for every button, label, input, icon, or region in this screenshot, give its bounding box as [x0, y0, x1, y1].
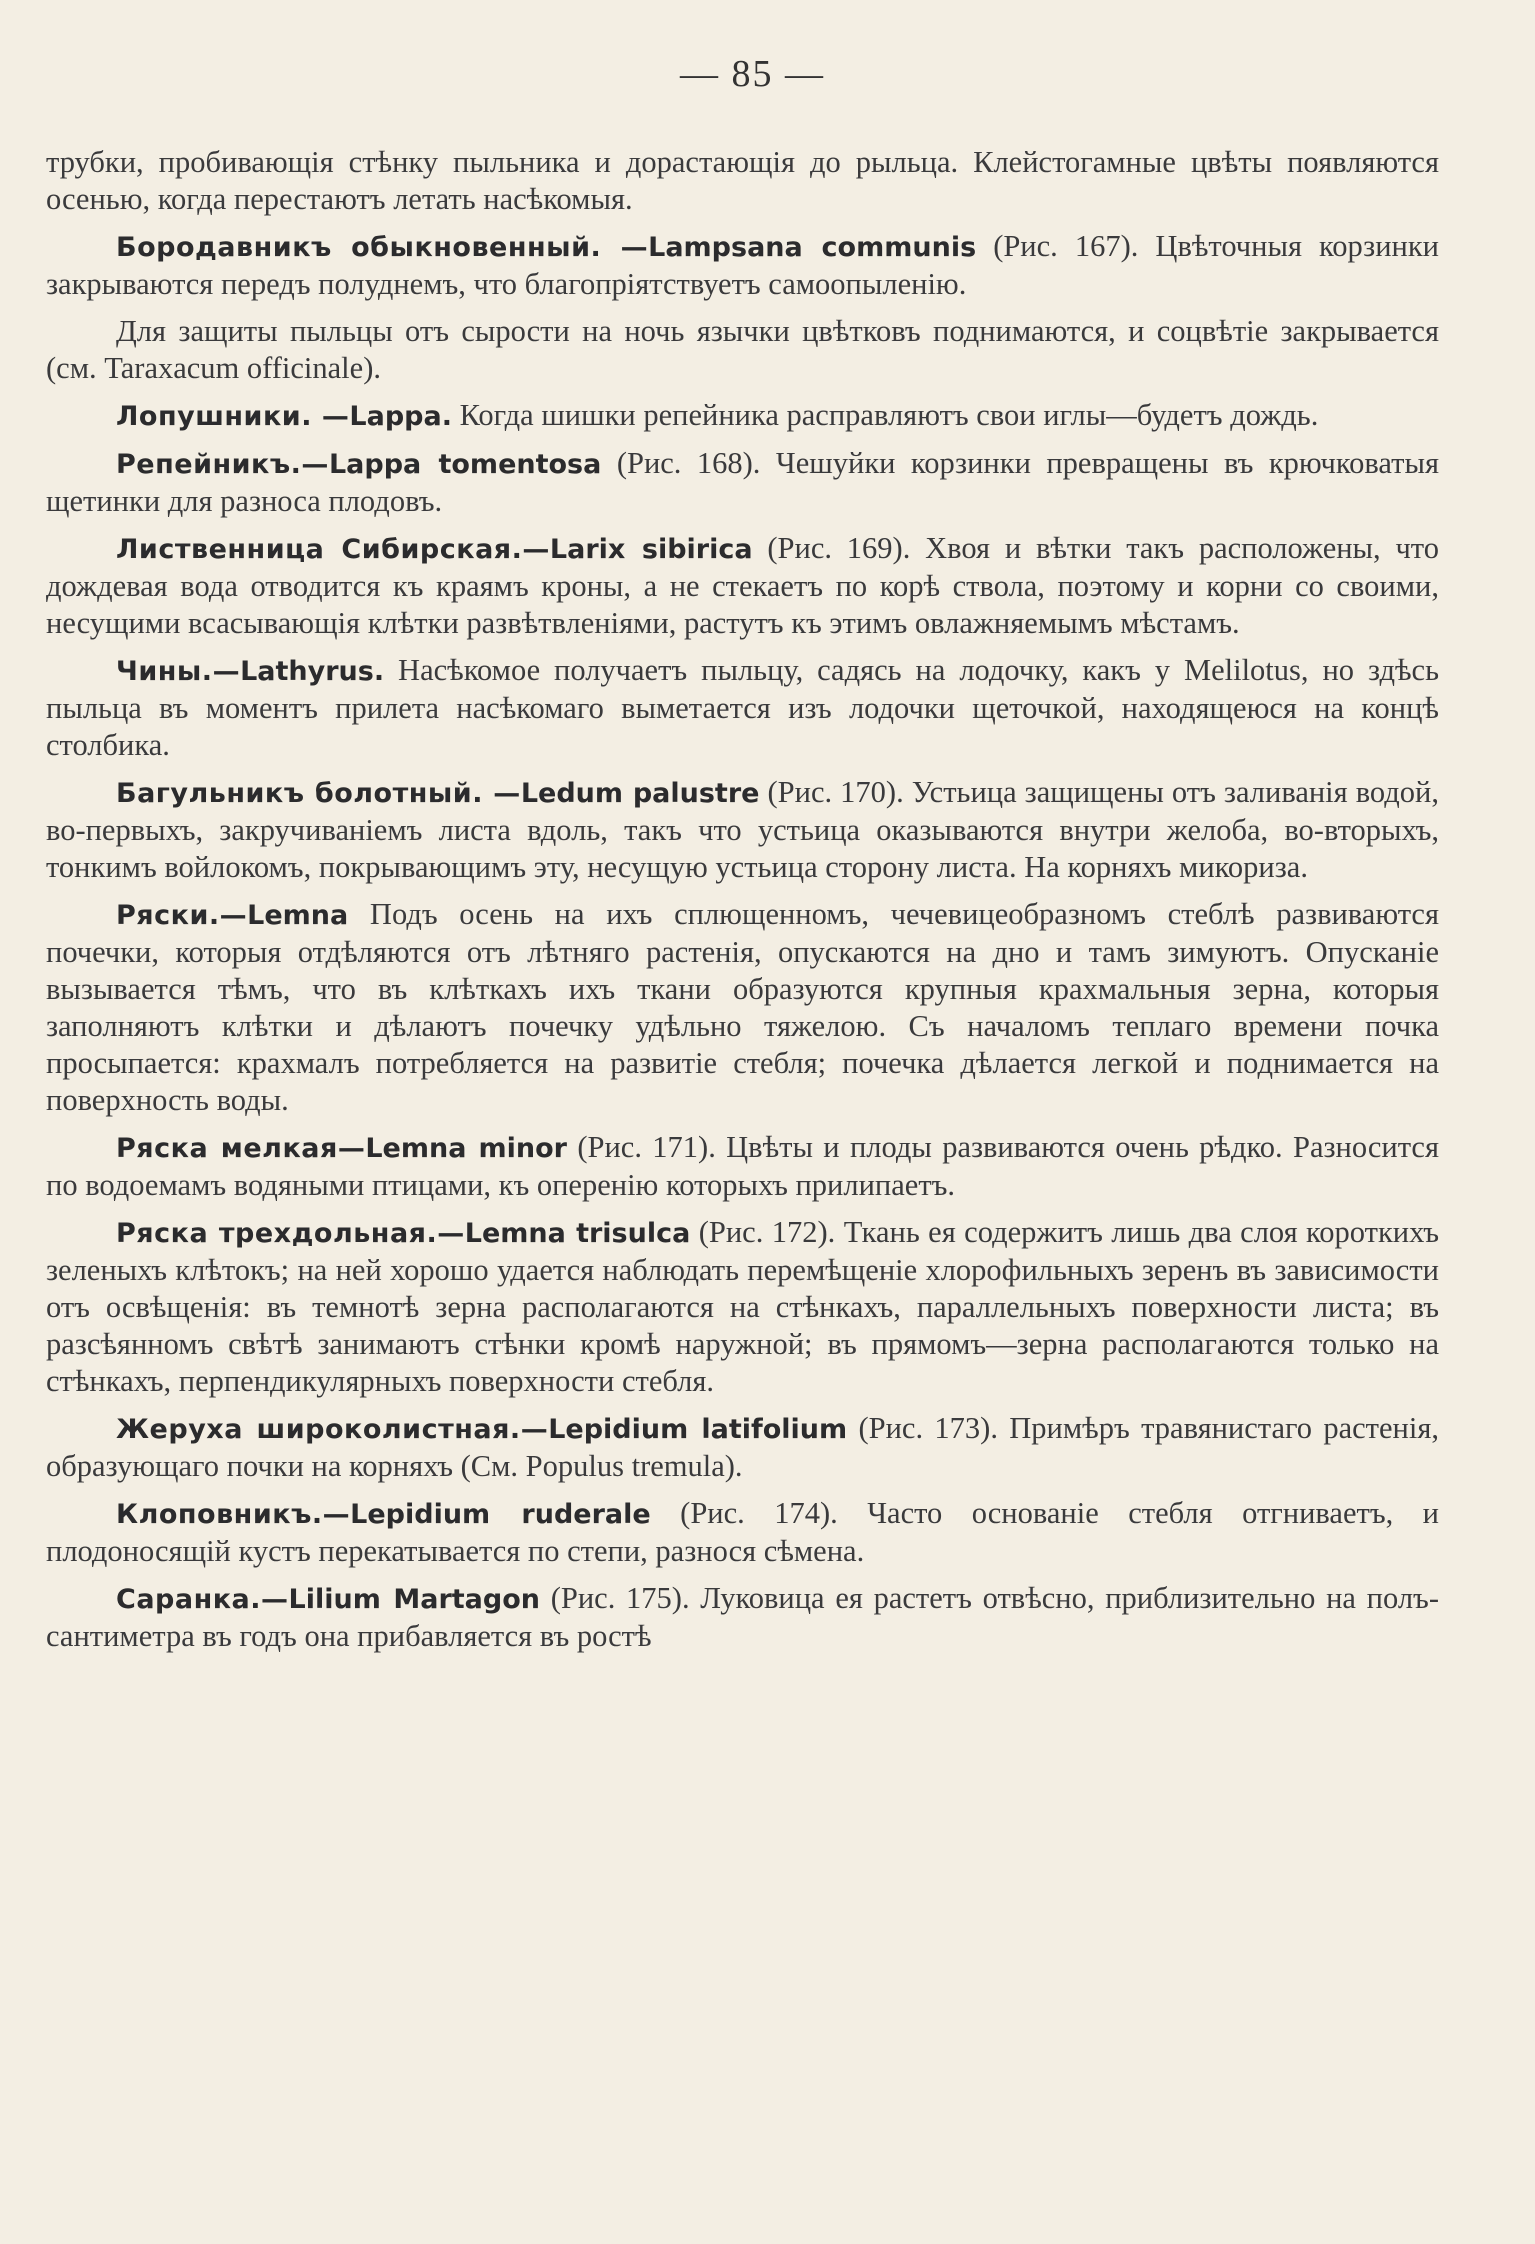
entry-term: Репейникъ.—: [116, 449, 329, 480]
entry-latin-name: Ledum palustre: [520, 778, 760, 809]
entry-text: (Рис. 170). Устьица защищены отъ заливанія водой, во-первыхъ, закручиваніемъ листа вдоль, такъ что устьица оказываются внутри желоба, во-вторыхъ, тонкимъ войлокомъ, покрывающимъ эту, несущую устьица сторону листа. На корняхъ микориза.: [46, 775, 1440, 884]
entry-text: (Рис. 172). Ткань ея содержитъ лишь два слоя короткихъ зеленыхъ клѣтокъ; на ней хорошо удается наблюдать перемѣщеніе хлорофильныхъ зеренъ въ зависимости отъ освѣщенія: въ темнотѣ зерна располагаются на стѣнкахъ, параллельныхъ поверхности листа; въ разсѣянномъ свѣтѣ занимаютъ стѣнки кромѣ наружной; въ прямомъ—зерна располагаются только на стѣнкахъ, перпендикулярныхъ поверхности стебля.: [46, 1215, 1439, 1398]
entry-term: Ряска мелкая—: [116, 1133, 366, 1164]
entry-latin-name: Lepidium latifolium: [548, 1414, 848, 1445]
entry-latin-name: Lepidium ruderale: [350, 1499, 651, 1530]
entry-paragraph: [46, 397, 1439, 435]
entry-text: Подъ осень на ихъ сплющенномъ, чечевицеобразномъ стеблѣ развиваются почечки, которыя отдѣляются отъ лѣтняго растенія, опускаются на дно и тамъ зимуютъ. Опусканіе вызывается тѣмъ, что въ клѣткахъ ихъ ткани образуются крупныя крахмальныя зерна, которыя заполняютъ клѣтки и дѣлаютъ почечку удѣльно тяжелою. Съ началомъ теплаго времени почка просыпается: крахмалъ потребляется на развитіе стебля; почечка дѣлается легкой и поднимается на поверхность воды.: [46, 897, 1439, 1117]
entry-paragraph: [46, 1410, 1439, 1485]
page-number: — 85 —: [680, 53, 825, 95]
entry-term: Саранка.—: [116, 1584, 289, 1615]
entry-term: Лопушники. —: [116, 401, 350, 432]
entry-text: трубки, пробивающія стѣнку пыльника и дорастающія до рыльца. Клейстогамные цвѣты появляются осенью, когда перестаютъ летать насѣкомыя.: [46, 145, 1439, 216]
entry-text: (Рис. 171). Цвѣты и плоды развиваются очень рѣдко. Разносится по водоемамъ водяными птицами, къ оперенію которыхъ прилипаетъ.: [46, 1130, 1439, 1202]
entry-latin-name: Lappa.: [349, 401, 452, 432]
entry-term: Ряска трехдольная.—: [116, 1218, 465, 1249]
entry-paragraph: [46, 228, 1439, 303]
entry-paragraph: [46, 1580, 1439, 1655]
entry-paragraph: [46, 896, 1439, 1119]
entry-term: Клоповникъ.—: [116, 1499, 351, 1530]
entry-paragraph: [46, 144, 1439, 218]
entry-text: (Рис. 168). Чешуйки корзинки превращены въ крючковатыя щетинки для разноса плодовъ.: [46, 446, 1439, 518]
entry-text: (Рис. 174). Часто основаніе стебля отгниваетъ, и плодоносящій кустъ перекатывается по степи, разнося сѣмена.: [46, 1496, 1440, 1568]
entry-text: (Рис. 173). Примѣръ травянистаго растенія, образующаго почки на корняхъ (См. Populus tremula).: [46, 1411, 1440, 1483]
entry-latin-name: Lemna trisulca: [464, 1218, 691, 1249]
entry-text: Для защиты пыльцы отъ сырости на ночь язычки цвѣтковъ поднимаются, и соцвѣтіе закрывается (см. Taraxacum officinale).: [46, 314, 1439, 385]
entry-term: Жеруха широколистная.—: [116, 1414, 549, 1445]
entry-paragraph: [46, 652, 1439, 764]
entry-term: Бородавникъ обыкновенный. —: [116, 232, 649, 263]
entry-term: Багульникъ болотный. —: [116, 778, 521, 809]
entry-paragraph: [46, 1495, 1439, 1570]
entry-paragraph: [46, 445, 1439, 520]
entry-text: Насѣкомое получаетъ пыльцу, садясь на лодочку, какъ у Melilotus, но здѣсь пыльца въ моментъ прилета насѣкомаго выметается изъ лодочки щеточкой, находящеюся на концѣ столбика.: [46, 653, 1439, 762]
entry-latin-name: Lampsana communis: [648, 232, 977, 263]
page-body: [46, 144, 1439, 1655]
entry-paragraph: [46, 1214, 1439, 1400]
entry-text: (Рис. 169). Хвоя и вѣтки такъ расположены, что дождевая вода отводится къ краямъ кроны, а не стекаетъ по корѣ ствола, поэтому и корни со своими, несущими всасывающія клѣтки развѣтвленіями, растутъ къ этимъ овлажняемымъ мѣстамъ.: [46, 531, 1439, 640]
entry-text: Когда шишки репейника расправляютъ свои иглы—будетъ дождь.: [451, 398, 1319, 432]
entry-term: Лиственница Сибирская.—: [116, 534, 550, 565]
entry-paragraph: [46, 1129, 1439, 1204]
entry-text: (Рис. 175). Луковица ея растетъ отвѣсно, приблизительно на полъ-сантиметра въ годъ она прибавляется въ ростѣ: [46, 1581, 1439, 1653]
entry-latin-name: Lemna minor: [365, 1133, 568, 1164]
entry-paragraph: [46, 313, 1439, 387]
entry-paragraph: [46, 530, 1439, 642]
entry-latin-name: Lappa tomentosa: [328, 449, 602, 480]
entry-latin-name: Larix sibirica: [549, 534, 753, 565]
entry-term: Чины.—: [116, 656, 241, 687]
entry-term: Ряски.—: [116, 900, 248, 931]
entry-latin-name: Lemna: [247, 900, 349, 931]
entry-paragraph: [46, 774, 1439, 886]
entry-latin-name: Lilium Martagon: [288, 1584, 540, 1615]
entry-latin-name: Lathyrus.: [240, 656, 385, 687]
entry-text: (Рис. 167). Цвѣточныя корзинки закрываются передъ полуднемъ, что благопріятствуетъ самоопыленію.: [46, 229, 1439, 301]
